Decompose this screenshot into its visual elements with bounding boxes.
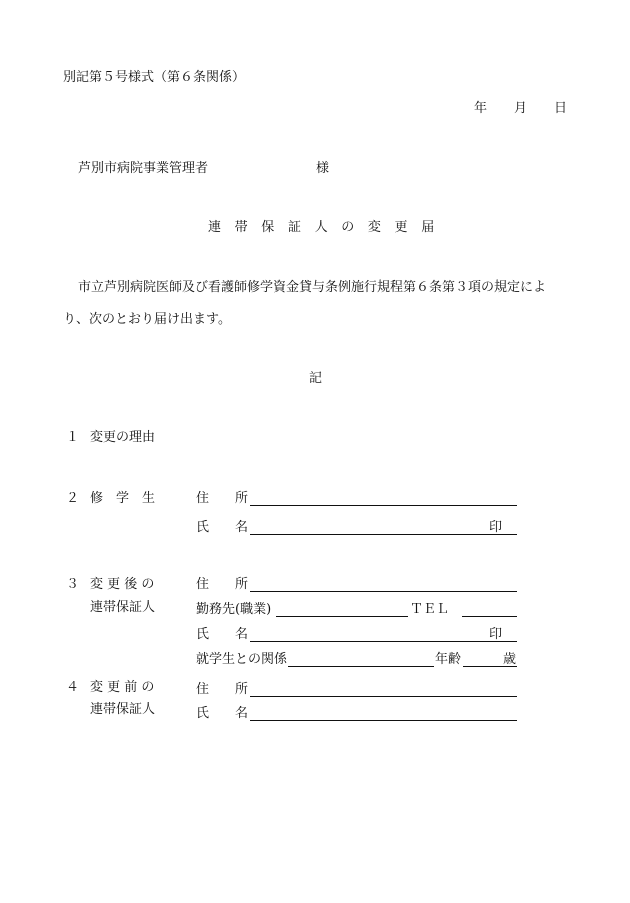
section1-number: １ [66, 430, 80, 445]
section3-address-label: 住 所 [196, 577, 249, 592]
addressee-name: 芦別市病院事業管理者 [78, 161, 209, 176]
section4-number: ４ [66, 680, 80, 695]
section4-name-field[interactable] [250, 720, 517, 721]
section2-label: 修 学 生 [90, 491, 156, 506]
section2-name-label: 氏 名 [196, 520, 249, 535]
section3-name-field[interactable] [250, 641, 517, 642]
section2-address-label: 住 所 [196, 491, 249, 506]
section3-relation-field[interactable] [288, 666, 434, 667]
section3-address-field[interactable] [250, 591, 517, 592]
section4-name-label: 氏 名 [196, 706, 249, 721]
section4-address-label: 住 所 [196, 682, 249, 697]
section2-name-field[interactable] [250, 534, 517, 535]
section4-address-field[interactable] [250, 696, 517, 697]
date-year-label: 年 [474, 101, 488, 116]
section3-number: ３ [66, 577, 80, 592]
document-title: 連帯保証人の変更届 [208, 220, 448, 235]
form-number: 別記第５号様式（第６条関係） [63, 70, 246, 85]
section3-tel-field[interactable] [462, 616, 517, 617]
section3-workplace-label: 勤務先(職業) [196, 602, 272, 617]
section3-name-label: 氏 名 [196, 627, 249, 642]
section2-number: ２ [66, 491, 80, 506]
section3-age-label: 年齢 [435, 652, 462, 667]
addressee-honorific: 様 [316, 161, 330, 176]
section1-label: 変更の理由 [90, 430, 156, 445]
date-day-label: 日 [554, 101, 568, 116]
body-line-1: 市立芦別病院医師及び看護師修学資金貸与条例施行規程第６条第３項の規定によ [78, 280, 547, 295]
section3-age-unit: 歳 [503, 652, 517, 667]
date-month-label: 月 [514, 101, 528, 116]
section2-address-field[interactable] [250, 505, 517, 506]
section3-tel-label: ＴＥＬ [410, 602, 450, 617]
ki-heading: 記 [309, 371, 323, 386]
section3-relation-label: 就学生との関係 [196, 652, 288, 667]
section2-seal: 印 [489, 520, 503, 535]
section3-seal: 印 [489, 627, 503, 642]
section4-label-line1: 変 更 前 の [90, 680, 155, 695]
section3-workplace-field[interactable] [276, 616, 408, 617]
section3-label-line1: 変 更 後 の [90, 577, 155, 592]
section3-label-line2: 連帯保証人 [90, 600, 156, 615]
body-line-2: り、次のとおり届け出ます。 [63, 312, 231, 327]
section4-label-line2: 連帯保証人 [90, 702, 156, 717]
